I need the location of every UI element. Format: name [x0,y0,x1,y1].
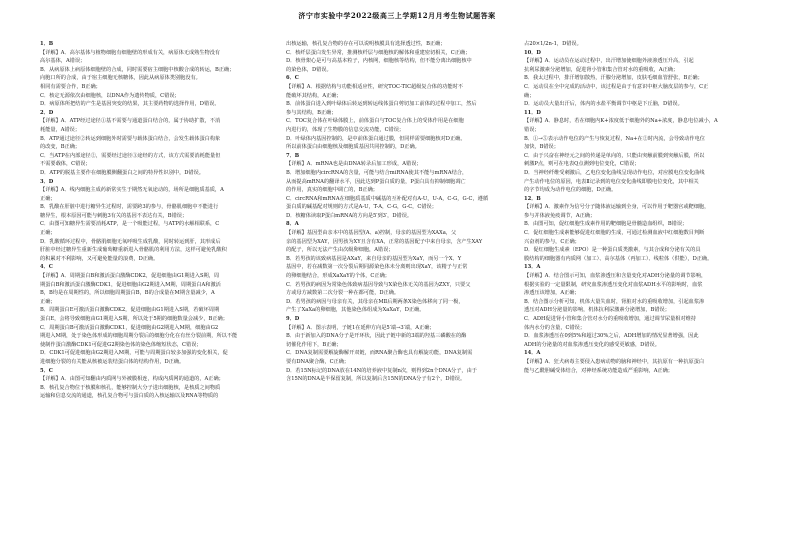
answer-line: 参与并体液免疫调节，A正确； [524,212,596,219]
answer-line: 【详解】A．图示表明，子链1在延伸方向是5′端→3′端，A正确； [286,324,435,331]
answer-line: D．运动员大量出汗后，体内的水盐平衡调节中枢是下丘脑，D错误。 [524,101,683,108]
answer-line: 基因中，若在减数第一次分裂后期同源染色体未分离则出现XaY，该精子与正常 [286,264,468,271]
answer-line: C．DNA复制需要解旋酶解开双链，而RNA聚合酶也具有解旋功能，DNA复制需 [286,350,473,357]
answer-line: B．由图可知，促红细胞生成素作用的靶细胞是骨髓造血组织，B错误； [524,221,688,228]
answer-line: C．ADH促进肾小管和集合管对水分的重吸收增加，通过调节尿量相对维持 [524,316,697,322]
question-number: 4．C [40,264,53,271]
answer-line: 加快，B错误； [524,144,559,151]
answer-line: 的作用，真实的细胞中调亡的，B正确； [286,187,378,194]
answer-line: 产生动作电位的原因，电表Ⅱ记录到的电位变化曲线即膜电位变化，其中相关 [524,178,699,185]
question-number: 5．C [40,367,53,374]
answer-line: B．①→⑤表示动作电位的产生与恢复过程，Na+在②时内流，会导致动作电位 [524,135,705,142]
question-number: 8．A [286,221,299,228]
answer-line: 蛋白E，会将导致细胞由G1期进入S期，所以处于5期的细胞数量会减少，B正确； [40,316,228,322]
answer-line: 【详解】A．静息时，若在细胞内K+浓度低于细胞外的Na+浓度，静息电位减小，A [524,118,718,125]
column-left [40,40,290,540]
answer-line: 正确； [40,230,56,237]
answer-line: D．病原体所把结的产生是基因突变的结果，其主要药物的选择作用，D错误。 [40,101,220,108]
answer-line: C．核纤层蛋白发生异常，推测核纤层与细胞核的解体和重建密切相关，C正确； [286,49,471,56]
answer-line: 的配子，所以无法产生由次级卵细胞，A错误； [286,247,394,254]
answer-line: D．叶绿体内基因控制的，是中前体蛋白通过膜，但同样需要细胞核对D正确。 [286,135,466,142]
answer-line: D．血浆渗透压在0到5%和超过30%之后，ADH增加的情况显著增强，因此 [524,333,699,340]
answer-line: 从而提高mRNA的翻译水平，因此达到P蛋白质的量，P蛋白具有抑制细胞凋亡 [286,178,466,185]
question-number: 10．D [524,49,541,56]
column-right [524,40,774,540]
answer-line: C．周期蛋白B可激活蛋白激酶CDK1，促进细胞由G2期进入M期，细胞由G2 [40,324,219,331]
answer-line: B．从病原体上病原体细胞壁的合成，同时需要宿主细胞中核酸合成的转运，B正确； [40,66,235,73]
answer-line: C．TOC复合体在叶绿体膜上，前体蛋白与TOC复合体上的受体作用是在细胞 [286,118,464,125]
answer-line: D．核糖体读取P蛋白mRNA的方向是5′到3′，D错误。 [286,212,413,219]
answer-line: C．由于兴奋在神经元之间的传递是单向的，只能由突触前膜到突触后膜，所以 [524,152,705,159]
answer-line: 【详解】A．结合图示可知，血浆渗透压和含量变化对ADH分泌量的调节影响， [524,273,707,280]
answer-line: B．乳酸在肝脏中进行糖异生过程时，需要跨3的参与，骨骼肌细胞中不能进行 [40,204,219,211]
answer-line: 肝脏中经过糖异生重新生成葡萄糖重新进入骨骼肌的利用方法，这样可避免乳酸积 [40,247,227,254]
answer-line: B．核孔复合物位于核膜和核孔，能够控制大分子进出细胞核，是核质之间物质 [40,384,221,391]
answer-line: 的积累对不利影响，又可避免能量的浪费，D正确。 [40,255,159,262]
answer-line: B．我太过程中，排汗增加散热，汗腺分泌增加，皮肤毛细血管舒张，B正确； [524,75,703,82]
answer-line: 【详解】A．周期蛋白B和激活蛋白激酶CDK2，促进细胞由G1期进入S期，周 [40,273,220,280]
answer-line: 进细胞分裂的有关能从核被运装结蛋白体的结构作用，D正确。 [40,358,185,365]
answer-line: B．增加细胞内circRNA的含量，可能与结合miRNA使其不能与mRNA结合， [286,169,468,176]
answer-line: 的改变，B正确； [40,144,81,151]
answer-line: 内进行的，体现了生物膜的信息交流功能，C错误； [286,126,405,133]
answer-line: D．CDK1可促进细胞由G2期进入M期，可能与周期蛋白较多加强的变化相关，促 [40,350,228,357]
answer-line: 渗透压该增加，A正确； [524,290,580,297]
question-number: 14．A [524,350,541,357]
answer-line: C．由图可知糖异生需要消耗ATP，是一个吸能过程，与ATP的水解相联系，C [40,221,220,228]
answer-line: 透压对ADH分泌量的影响，机体抗利尿激素分泌增加，B错误； [524,307,670,314]
column-middle [286,40,536,540]
answer-line: B．若男孩的该致病基因是AXaY，来自母亲的基因型为XaY，而另一个X、Y [286,255,462,262]
answer-line: 所以前体蛋白由细胞核及细胞质基因共同控制的，D正确。 [286,144,420,151]
answer-line: 向胞口所的合成，由于宿主细胞无核糖体，因此从病原体类别胞没有。 [40,75,201,82]
answer-line: 【详解】A．由图可知翻由内质网与外被膜相连，构成内质网的通道的，A正确； [40,376,224,383]
answer-line: 【详解】A．根据结构与功能相适应性，研究TOC-TIC超级复合体的功能时不 [286,83,463,90]
question-number: 9．D [286,316,300,322]
question-number: 6．C [286,75,299,82]
answer-line: 运输和信息交流的通道，核孔复合物可与蛋白质的入核运输以及RNA等物质的 [40,393,219,400]
answer-line: 根据实验的一定量限制，研究血浆渗透压变化对血浆ADH水平的影响时，血浆 [524,281,703,288]
answer-line: 相同有需要合作，B正确； [40,83,101,90]
page-title: 济宁市实验中学2022级高三上学期12月月考生物试题答案 [298,11,496,20]
question-number: 3．D [40,178,54,185]
answer-line: 不需要载体，C错误； [40,161,91,168]
answer-line: 的染色体，D错误。 [286,66,332,73]
question-number: 1．B [40,41,54,47]
answer-line: 正确； [40,298,56,305]
answer-line: B．ATP通过途径②转运到细胞外时需要与载体蛋白结合，会发生载体蛋白构象 [40,135,221,142]
question-number: 11．D [524,109,541,116]
answer-line: 【详解】A．高尔基体与植物细胞有细胞壁的形成有关，病原体无成熟生物没有 [40,49,221,56]
answer-line: 抗利尿激素分泌增加，促进肾小管和集合管对水的重吸收，A正确； [524,66,679,73]
answer-line: 【详解】A．线内细胞主成药新常实生于期然无氧途动的，场所是细胞质基质，A [40,187,224,194]
answer-line: 兴奋剂的参与，C正确； [524,238,580,245]
answer-line: D．促红细胞生成素（EPO）是一种蛋白质类激素，与其合成和分泌有关的具 [524,247,701,254]
answer-line: B．周期蛋白E可激活蛋白激酶CDK2，促进细胞由G1期进入S期，若破坏周期 [40,307,220,314]
answer-line: 正确； [40,195,56,202]
answer-line: C．核定无源依次由细胞核，以DNA作为遗传物质，C错误； [40,92,180,99]
answer-line: 刺激P点，则可在电表Q点测到电位变化，C错误； [524,161,640,168]
answer-line: 方或母方减数第二次分裂一种在都可能，D正确。 [286,290,400,297]
answer-line: C．运动员在全中完成的活动中，该过程是由于有意识中枢大脑皮层的参与，C正 [524,83,709,90]
answer-line: 含15N的DNA是半保留复制，所以复制后含15N的DNA分子有2个，D错误。 [286,376,466,383]
answer-line: 体内水分的含量，C错误； [524,324,586,331]
answer-line: 膜结构的细胞器有内质网（加工）、高尔基体（再加工）、线粒体（供能），D正确。 [524,255,713,262]
answer-line: B．由于新加入的DNA分子是开环状，因此子链中新的3端的羟基三磷酸在的酶 [286,333,467,340]
answer-line: 耗能量，A错误； [40,126,81,133]
answer-line: 占20×1/2n-1，D错误。 [524,41,582,47]
answer-line: 的字节均成为动作电位的细胞，D正确。 [524,187,617,194]
answer-line: ADH的分泌量的对血浆渗透压变化的感受更敏感，D错误。 [524,341,660,348]
answer-line: D．当神经纤维受刺激后，乙电位变化曲线呈现动作电位，对应膜电位变化曲线 [524,169,705,176]
answer-line: 错误； [524,126,540,133]
answer-line: 蛋白质的碱基配对规则的方式是A-U，T-A，C-G，G-C，C错误； [286,204,437,211]
answer-line: 的卵细胞结合，形成XaXaY的个体，C正确； [286,273,390,280]
answer-line: 出核运输，核孔复合物的存在可以说明核膜具有选择透过性，B正确； [286,41,446,47]
answer-line: 高尔基体，A错误； [40,58,86,65]
answer-line: B，B均是在周期性的，所以细胞周期蛋白B，B的合成量在M期含量减少，A [40,290,215,297]
answer-line: C．当ATP在内部途径②，需要经过途径③途经的方式，该方式需要消耗能量但 [40,152,221,159]
question-number: 7．B [286,152,300,159]
answer-line: 【详解】A．mRNA也是由DNA转录后加工形成，A错误； [286,161,422,168]
answer-line: 要有DNA聚合酶，C正确； [286,358,350,365]
answer-line: 确； [524,92,535,99]
answer-line: B．前体蛋白进入到叶绿体后转运到转运线体蛋白剪切加工前体的过程中加工，然后 [286,101,477,108]
answer-line: 【详解】A．ATP经过途径①基不需要与通道蛋白结合的，属于协助扩散，不消 [40,118,221,125]
question-number: 13．A [524,264,541,271]
answer-line: C．促红细胞生成素能够促进红细胞的生成，可通过检测血液中红细胞数目判断 [524,230,705,237]
answer-line: 产生了XaXa的卵细胞，其他染色体组成为XaXaY，D正确。 [286,307,425,314]
answer-line: C．若男孩的病因为常染色体致病基因导致与X染色体无关的基因为ZXY，只要父 [286,281,471,288]
answer-line: D．若男孩的病因与母亲有关，其母亲在MⅡ后期两条X染色体移向了同一极， [286,298,464,305]
answer-line: 【详解】A．激素作为信号分子随体液运输到全身，可以作用于靶器官或靶细胞， [524,204,710,211]
answer-line: 能破坏其结构，A正确； [286,92,342,99]
answer-line: D．若15N标记的DNA放在14N的培养液中复制n次，则得到2n个DNA分子，由于 [286,367,477,374]
answer-line: 糖异生，根本原因可能与刺胞3有关的基因不表达有关，B错误； [40,212,188,219]
question-number: 2．D [40,109,54,116]
answer-line: D．核骨架心是可与高基本粒子，内核网，细胞核等结构，但不能分离出细胞核中 [286,58,472,65]
answer-line: 【详解】基因型由亲本中的基因型(A、a)控制，母亲的基因型为XAXa，父 [286,230,457,237]
answer-line: 【详解】A．运动员在运动过程中，出汗增加使细胞外液渗透压升高，引起 [524,58,694,65]
answer-line: 期蛋白B和激活蛋白激酶CDK1，促进细胞由G2期进入M期，周期蛋白A和激活 [40,281,221,288]
answer-line: 参与其结构，B正确； [286,109,337,116]
answer-line: B．结合图示分析可知，机体大量失血时，肾脏对水的重吸收增加，引起血浆渗 [524,298,705,305]
answer-line: 期进入M期，处于染色体形成的细胞周期分裂后的细胞分化在有丝分裂前期，所以不能 [40,333,238,340]
answer-line: D．乳酸循环过程中，骨骼肌细胞无氧呼吸生成乳酸，同时转运到肝，其形成后 [40,238,221,245]
answer-line: 能与乙酰胆碱受体结合，对神经系统功能造成严重影响，A正确； [524,367,673,374]
answer-line: 使制作蛋白激酶CDK1可促进G2期染色体的染色体缩短状态，C错误； [40,341,202,348]
answer-line: 亲的基因型为XAY，因男孩为XY且含有XA，正常的基因配子中来自母亲，含产生XAY [286,238,483,245]
question-number: 12．B [524,195,541,202]
answer-line: D．ATP的脱基主要作在细胞膜侧翻蛋白之间的特异性识别中，D错误。 [40,169,204,176]
answer-line: C．circRNA和mRNA在细胞质基质中碱基的互补配对有A-U，U-A，C-G，G-C，遵循 [286,195,489,202]
answer-line: 切催化作用下，B正确； [286,341,342,348]
answer-line: 【详解】A．狂犬病毒主要侵入患病动物的脑和神经中，其抗原有一种抗原蛋白 [524,358,705,365]
